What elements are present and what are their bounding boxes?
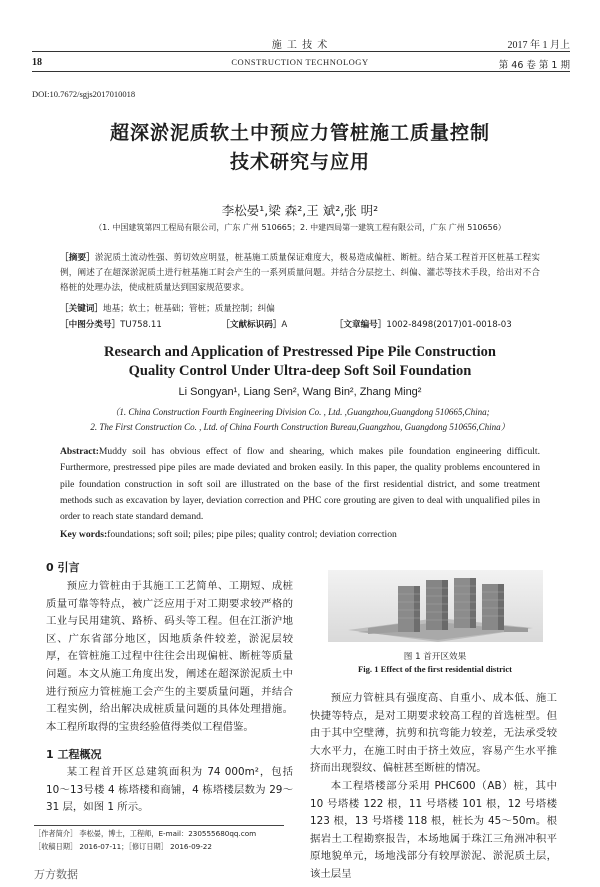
- figure-1-caption-cn: 图 1 首开区效果: [403, 652, 467, 662]
- article-no-value: 1002-8498(2017)01-0018-03: [386, 320, 512, 330]
- watermark: 万方数据: [34, 868, 78, 881]
- doi: DOI:10.7672/sgjs2017010018: [32, 89, 136, 99]
- header-rule-top: [32, 51, 570, 52]
- clc-label: ［中图分类号］: [60, 320, 121, 330]
- keywords-cn-label: ［关键词］: [60, 304, 103, 314]
- classification-line: [60, 318, 540, 330]
- volume-issue: 第 46 卷 第 1 期: [498, 60, 570, 71]
- abstract-cn: [60, 251, 540, 296]
- page-number: 18: [32, 57, 42, 68]
- keywords-cn: [60, 302, 540, 314]
- title-cn-line1: 超深淤泥质软土中预应力管桩施工质量控制: [109, 122, 490, 144]
- abstract-en-text: Muddy soil has obvious effect of flow and shearing, which makes pile foundation engineering difficult. Furthermore, prestressed pipe piles are made deviated and broken easily. In this paper, the quality problems encountered in pile foundation construction in soft soil are illustrated on the base of the first residential district, and some treatment methods such as excavation by layer, deviation correction and PHC core grouting are given to deal with unqualified piles in order to reach state standard demand.: [60, 446, 540, 523]
- footnote-author: ［作者简介］ 李松晏，博士，工程师，E-mail：230555680qq.com: [34, 829, 257, 838]
- right-column-body: [310, 690, 557, 884]
- authors-en: Li Songyan¹, Liang Sen², Wang Bin², Zhang Ming²: [178, 386, 422, 398]
- building-render-graphic: [328, 570, 543, 642]
- section-1-body: [46, 764, 293, 817]
- journal-name-cn: 施 工 技 术: [271, 40, 329, 51]
- abstract-cn-label: ［摘要］: [60, 253, 95, 263]
- footnote-rule: [34, 825, 284, 826]
- title-cn-line2: 技术研究与应用: [229, 151, 370, 173]
- section-0-body: [46, 578, 293, 736]
- abstract-en: [60, 444, 540, 525]
- keywords-en: [60, 529, 540, 540]
- affiliation-en-2: 2. The First Construction Co. , Ltd. of China Fourth Construction Bureau,Guangzhou, Guangdong 510656,China）: [90, 422, 510, 432]
- keywords-en-text: foundations; soft soil; piles; pipe piles; quality control; deviation correction: [107, 529, 397, 540]
- authors-cn: 李松晏¹,梁 森²,王 斌²,张 明²: [221, 203, 379, 218]
- clc-value: TU758.11: [120, 320, 162, 330]
- section-1-heading: 1 工程概况: [46, 748, 102, 761]
- header-rule-bottom: [32, 71, 570, 72]
- doc-code-label: ［文献标识码］: [221, 320, 282, 330]
- affiliation-cn: （1. 中国建筑第四工程局有限公司，广东 广州 510665；2. 中建四局第一建筑工程有限公司，广东 广州 510656）: [94, 223, 506, 232]
- section-0-heading: 0 引言: [46, 561, 80, 574]
- doc-code-value: A: [281, 320, 288, 330]
- figure-1-caption-en: Fig. 1 Effect of the first residential district: [357, 664, 512, 674]
- abstract-en-label: Abstract:: [60, 446, 99, 457]
- figure-1-image: [328, 570, 543, 642]
- keywords-cn-text: 地基；软土；桩基础；管桩；质量控制；纠偏: [102, 304, 275, 314]
- affiliation-en-1: （1. China Construction Fourth Engineering Division Co. , Ltd. ,Guangzhou,Guangdong 510665,China;: [110, 407, 490, 417]
- section-1-paragraph: 某工程首开区总建筑面积为 74 000m²，包括 10～13号楼 4 栋塔楼和商铺，4 栋塔楼层数为 29～31 层，如图 1 所示。: [46, 766, 293, 814]
- section-0-paragraph: 预应力管桩由于其施工工艺简单、工期短、成桩质量可靠等特点，被广泛应用于对工期要求较严格的工业与民用建筑、路桥、码头等工程。但在江浙沪地区、广东省部分地区，因地质条件较差，淤泥层较厚，在管桩施工过程中往往会出现偏桩、断桩等质量问题。本文从施工角度出发，阐述在超深淤泥质土中进行预应力管桩施工会产生的主要质量问题，并结合工程实例，给出解决成桩质量问题的具体处理措施。本工程所取得的宝贵经验值得类似工程借鉴。: [46, 580, 293, 733]
- date-line: 2017 年 1 月上: [507, 40, 570, 51]
- abstract-cn-text: 淤泥质土流动性强、剪切效应明显，桩基施工质量保证难度大，极易造成偏桩、断桩。结合某工程首开区桩基工程实例，阐述了在超深淤泥质土进行桩基施工时会产生的一系列质量问题。并结合分层挖土、纠偏、灌芯等技术手段，给出对不合格桩的处理办法，使成桩质量达到国家规范要求。: [60, 253, 540, 293]
- journal-name-en: CONSTRUCTION TECHNOLOGY: [231, 57, 369, 67]
- right-paragraph-2: 本工程塔楼部分采用 PHC600（AB）桩，其中 10 号塔楼 122 根，11 号塔楼 101 根，12 号塔楼 123 根，13 号塔楼 118 根，桩长为 45～50m。根据岩土工程勘察报告，本场地属于珠江三角洲冲积平原地貌单元，场地浅部分有较厚淤泥、淤泥质土层，该土层呈: [310, 779, 557, 880]
- footnote-dates: ［收稿日期］ 2016-07-11；［修订日期］ 2016-09-22: [34, 842, 212, 851]
- keywords-en-label: Key words:: [60, 529, 108, 540]
- title-en-line1: Research and Application of Prestressed Pipe Pile Construction: [104, 344, 496, 360]
- article-no-label: ［文章编号］: [334, 320, 387, 330]
- right-paragraph-1: 预应力管桩具有强度高、自重小、成本低、施工快捷等特点，是对工期要求较高工程的首选桩型。但由于其中空壁薄，抗剪和抗弯能力较差，无法承受较大水平力，在施工时由于挤土效应，容易产生水平推挤而出现裂纹、偏桩甚至断桩的情况。: [310, 692, 557, 775]
- title-en-line2: Quality Control Under Ultra-deep Soft Soil Foundation: [128, 363, 472, 379]
